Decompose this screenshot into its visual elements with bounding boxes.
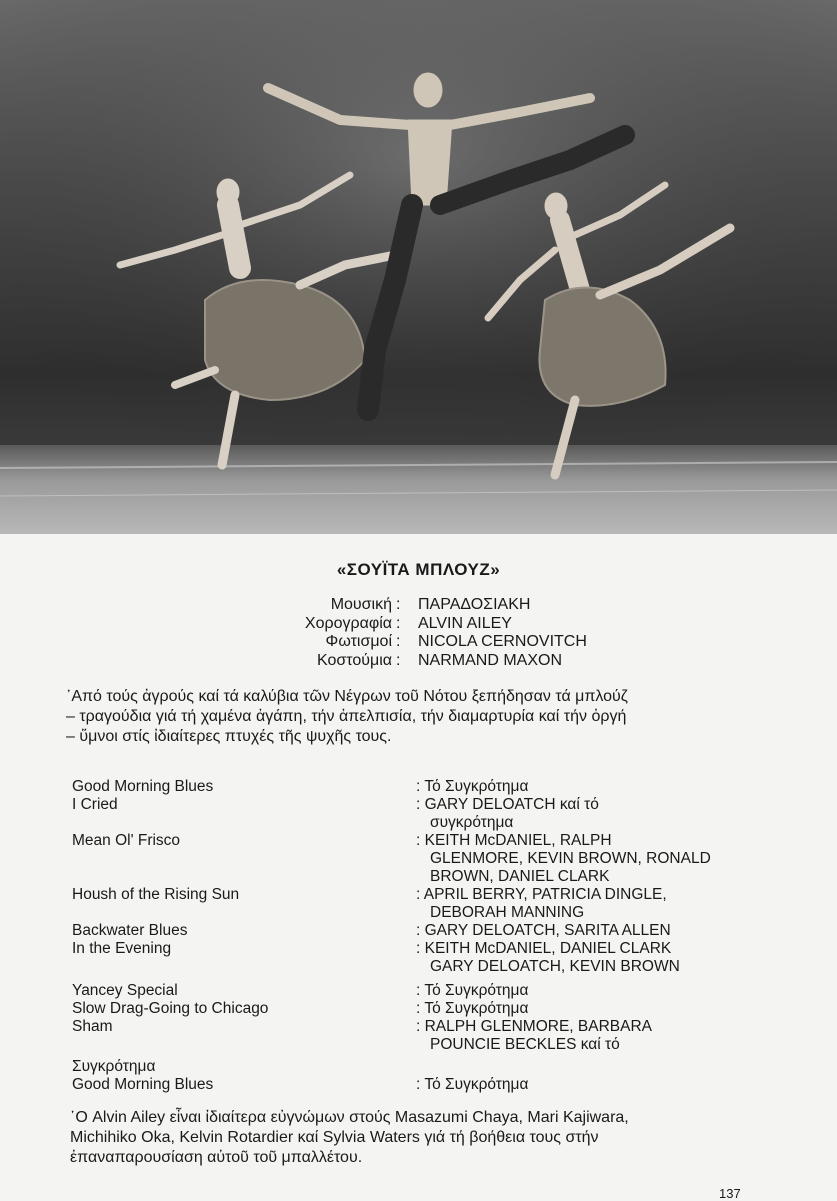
credit-value: NICOLA CERNOVITCH — [418, 633, 587, 650]
credit-value: NARMAND MAXON — [418, 651, 563, 669]
program-row — [72, 982, 772, 1000]
intro-paragraph — [66, 687, 768, 747]
program-cast — [416, 886, 667, 922]
cast-line: συγκρότημα — [430, 814, 514, 831]
program-cast — [416, 982, 528, 1000]
program-cast — [416, 1076, 528, 1094]
program-cast — [416, 922, 671, 940]
piece-title: «ΣΟΥΪΤΑ ΜΠΛΟΥΖ» — [336, 560, 501, 579]
program-title: Backwater Blues — [72, 922, 188, 939]
credit-row-costumes — [0, 652, 837, 671]
closing-line: ἐπαναπαρουσίαση αὐτοῦ τοῦ μπαλλέτου. — [70, 1149, 363, 1166]
cast-line: : Τό Συγκρότημα — [416, 1076, 529, 1093]
program-cast — [416, 1000, 528, 1018]
cast-line: : Τό Συγκρότημα — [416, 778, 529, 795]
program-title: Good Morning Blues — [72, 778, 214, 795]
program-row — [72, 1000, 772, 1018]
program-title: Good Morning Blues — [72, 1076, 214, 1093]
program-cast — [416, 778, 528, 796]
closing-line: ῾Ο Alvin Ailey εἶναι ἰδιαίτερα εὐγνώμων στούς Masazumi Chaya, Mari Kajiwara, — [70, 1109, 629, 1126]
cast-line: GARY DELOATCH, KEVIN BROWN — [430, 958, 680, 975]
cast-line: : KEITH McDANIEL, RALPH — [416, 832, 612, 849]
page-number: 137 — [719, 1186, 741, 1201]
cast-line: : APRIL BERRY, PATRICIA DINGLE, — [416, 886, 667, 903]
credit-separator: : — [396, 614, 401, 632]
program-row — [72, 1058, 772, 1076]
dance-photograph — [0, 0, 837, 534]
credits-block — [0, 596, 837, 670]
intro-line: – τραγούδια γιά τή χαμένα ἀγάπη, τήν ἀπελπισία, τήν διαμαρτυρία καί τήν ὀργή — [66, 708, 627, 725]
program-row — [72, 832, 772, 886]
intro-line: – ὕμνοι στίς ἰδιαίτερες πτυχές τῆς ψυχῆς τους. — [66, 728, 392, 745]
program-cast — [416, 832, 711, 886]
credit-row-lighting — [0, 633, 837, 652]
dancers-illustration — [0, 0, 837, 534]
cast-line: : Τό Συγκρότημα — [416, 982, 529, 999]
cast-line: : Τό Συγκρότημα — [416, 1000, 529, 1017]
credit-label: Μουσική — [330, 596, 392, 613]
cast-line: GLENMORE, KEVIN BROWN, RONALD — [430, 850, 711, 867]
program-row — [72, 886, 772, 922]
program-title: Slow Drag-Going to Chicago — [72, 1000, 269, 1017]
credit-label: Χορογραφία — [304, 614, 392, 632]
credit-separator: : — [396, 596, 401, 613]
program-title: Housh of the Rising Sun — [72, 886, 240, 903]
credit-separator: : — [396, 651, 401, 669]
program-title: Mean Ol' Frisco — [72, 832, 181, 849]
cast-line: : RALPH GLENMORE, BARBARA — [416, 1018, 653, 1035]
credit-row-music — [0, 596, 837, 615]
program-row — [72, 1018, 772, 1054]
program-row — [72, 778, 772, 796]
program-cast — [416, 796, 599, 832]
credit-label: Φωτισμοί — [325, 633, 392, 650]
program-title: In the Evening — [72, 940, 172, 957]
program-row — [72, 940, 772, 976]
closing-paragraph — [70, 1108, 770, 1168]
program-row — [72, 1076, 772, 1094]
closing-line: Michihiko Oka, Kelvin Rotardier καί Sylvia Waters γιά τή βοήθεια τους στήν — [70, 1129, 599, 1146]
cast-line: DEBORAH MANNING — [430, 904, 585, 921]
program-row — [72, 796, 772, 832]
program-cast — [416, 940, 680, 976]
program-title: Yancey Special — [72, 982, 178, 999]
cast-line: BROWN, DANIEL CLARK — [430, 868, 610, 885]
program-title: Συγκρότημα — [72, 1058, 156, 1075]
cast-line: : GARY DELOATCH καί τό — [416, 796, 599, 813]
credit-value: ΠΑΡΑΔΟΣΙΑΚΗ — [418, 596, 531, 613]
credit-label: Κοστούμια — [316, 651, 392, 669]
cast-line: POUNCIE BECKLES καί τό — [430, 1036, 620, 1053]
intro-line: ᾿Από τούς ἀγρούς καί τά καλύβια τῶν Νέγρων τοῦ Νότου ξεπήδησαν τά μπλούζ — [66, 688, 628, 705]
program-title: I Cried — [72, 796, 118, 813]
credit-row-choreography — [0, 615, 837, 634]
program-title: Sham — [72, 1018, 113, 1035]
cast-line: : GARY DELOATCH, SARITA ALLEN — [416, 922, 671, 939]
cast-line: : KEITH McDANIEL, DANIEL CLARK — [416, 940, 672, 957]
credit-separator: : — [396, 633, 401, 650]
program-row — [72, 922, 772, 940]
program-cast — [416, 1018, 652, 1054]
credit-value: ALVIN AILEY — [418, 614, 512, 632]
